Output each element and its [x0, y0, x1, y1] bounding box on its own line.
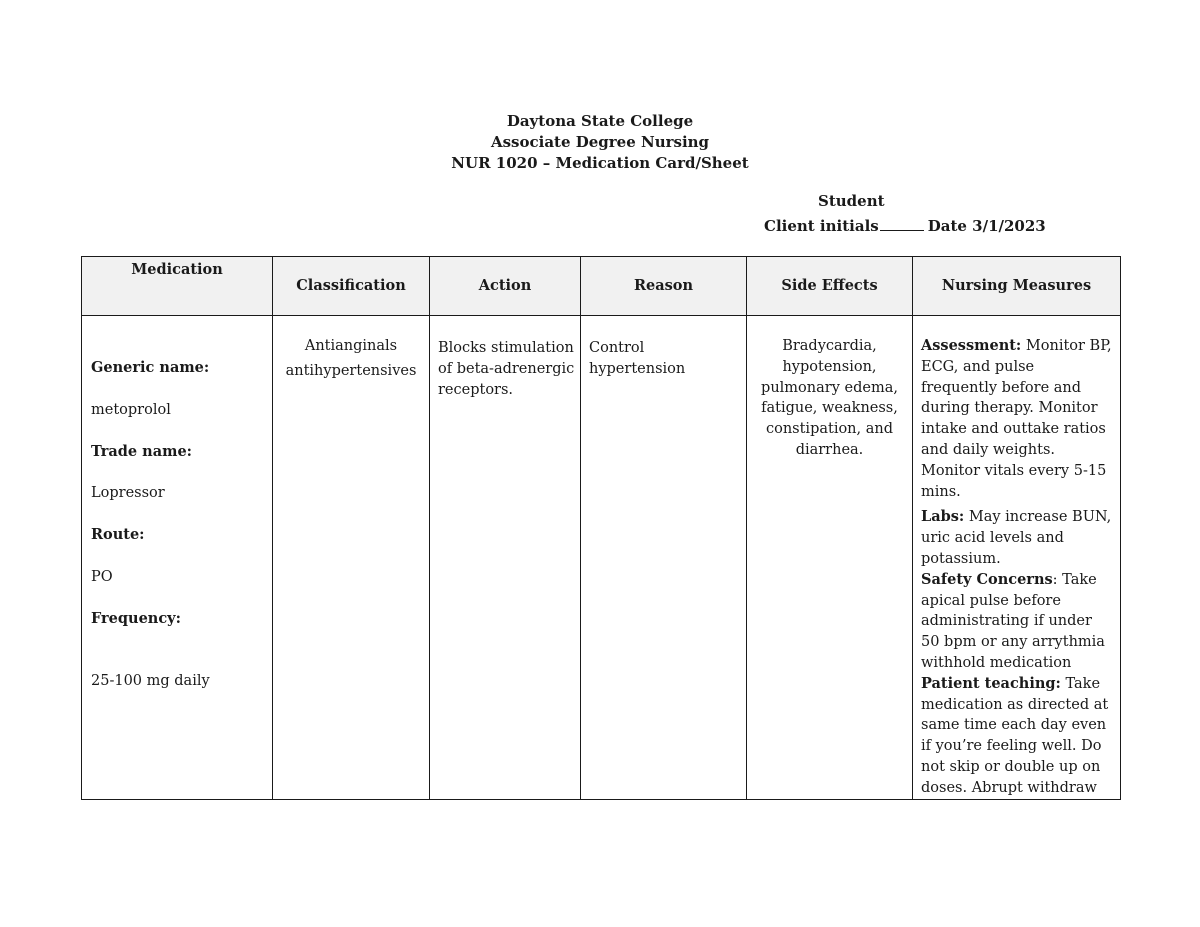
classification-line-1: Antianginals — [304, 338, 398, 354]
program-name: Associate Degree Nursing — [490, 133, 710, 151]
client-info-line — [764, 216, 1046, 237]
trade-name-label: Trade name: — [91, 442, 193, 460]
header-medication: Medication — [82, 257, 273, 316]
reason-text: Control hypertension — [589, 340, 686, 377]
route-value: PO — [91, 568, 113, 585]
generic-name-label: Generic name: — [91, 359, 210, 376]
generic-name-value: metoprolol — [91, 401, 171, 418]
action-text: Blocks stimulation of beta-adrenergic receptors. — [438, 340, 575, 398]
header-nursing-measures: Nursing Measures — [913, 257, 1121, 316]
safety-paragraph: Safety Concerns: Take apical pulse before administrating if under 50 bpm or any arrythmia withhold medication — [921, 570, 1105, 671]
header-action: Action — [430, 257, 581, 316]
client-initials-field[interactable] — [880, 216, 924, 231]
trade-name-value: Lopressor — [91, 485, 165, 502]
side-effects-cell — [747, 316, 913, 800]
header-reason: Reason — [581, 257, 747, 316]
classification-cell — [273, 316, 430, 800]
side-effects-text: Bradycardia, hypotension, pulmonary edema, fatigue, weakness, constipation, and diarrhea. — [761, 338, 898, 458]
route-label: Route: — [91, 526, 145, 544]
form-title: NUR 1020 – Medication Card/Sheet — [451, 154, 749, 172]
medication-table — [81, 256, 1121, 800]
table-row — [82, 316, 1121, 800]
college-name: Daytona State College — [506, 112, 694, 130]
action-cell — [430, 316, 581, 800]
reason-cell — [581, 316, 747, 800]
document-header — [0, 111, 1200, 174]
student-label: Student — [818, 192, 885, 210]
assessment-paragraph: Assessment: Monitor BP, ECG, and pulse frequently before and during therapy. Monitor intake and outtake ratios and daily weights. Monitor vitals every 5-15 mins. — [921, 337, 1112, 500]
client-initials-label: Client initials — [764, 217, 879, 235]
date-label: Date 3/1/2023 — [927, 217, 1046, 235]
frequency-label: Frequency: — [91, 609, 181, 627]
header-classification: Classification — [273, 257, 430, 316]
table-header-row — [82, 257, 1121, 316]
teaching-paragraph: Patient teaching: Take medication as directed at same time each day even if you’re feeling well. Do not skip or double up on doses. Abrupt withdraw — [921, 674, 1109, 796]
header-side-effects: Side Effects — [747, 257, 913, 316]
frequency-value: 25-100 mg daily — [91, 672, 210, 689]
nursing-measures-cell — [913, 316, 1121, 800]
classification-line-2: antihypertensives — [285, 362, 417, 379]
labs-paragraph: Labs: May increase BUN, uric acid levels and potassium. — [921, 508, 1112, 567]
medication-cell — [82, 316, 273, 800]
